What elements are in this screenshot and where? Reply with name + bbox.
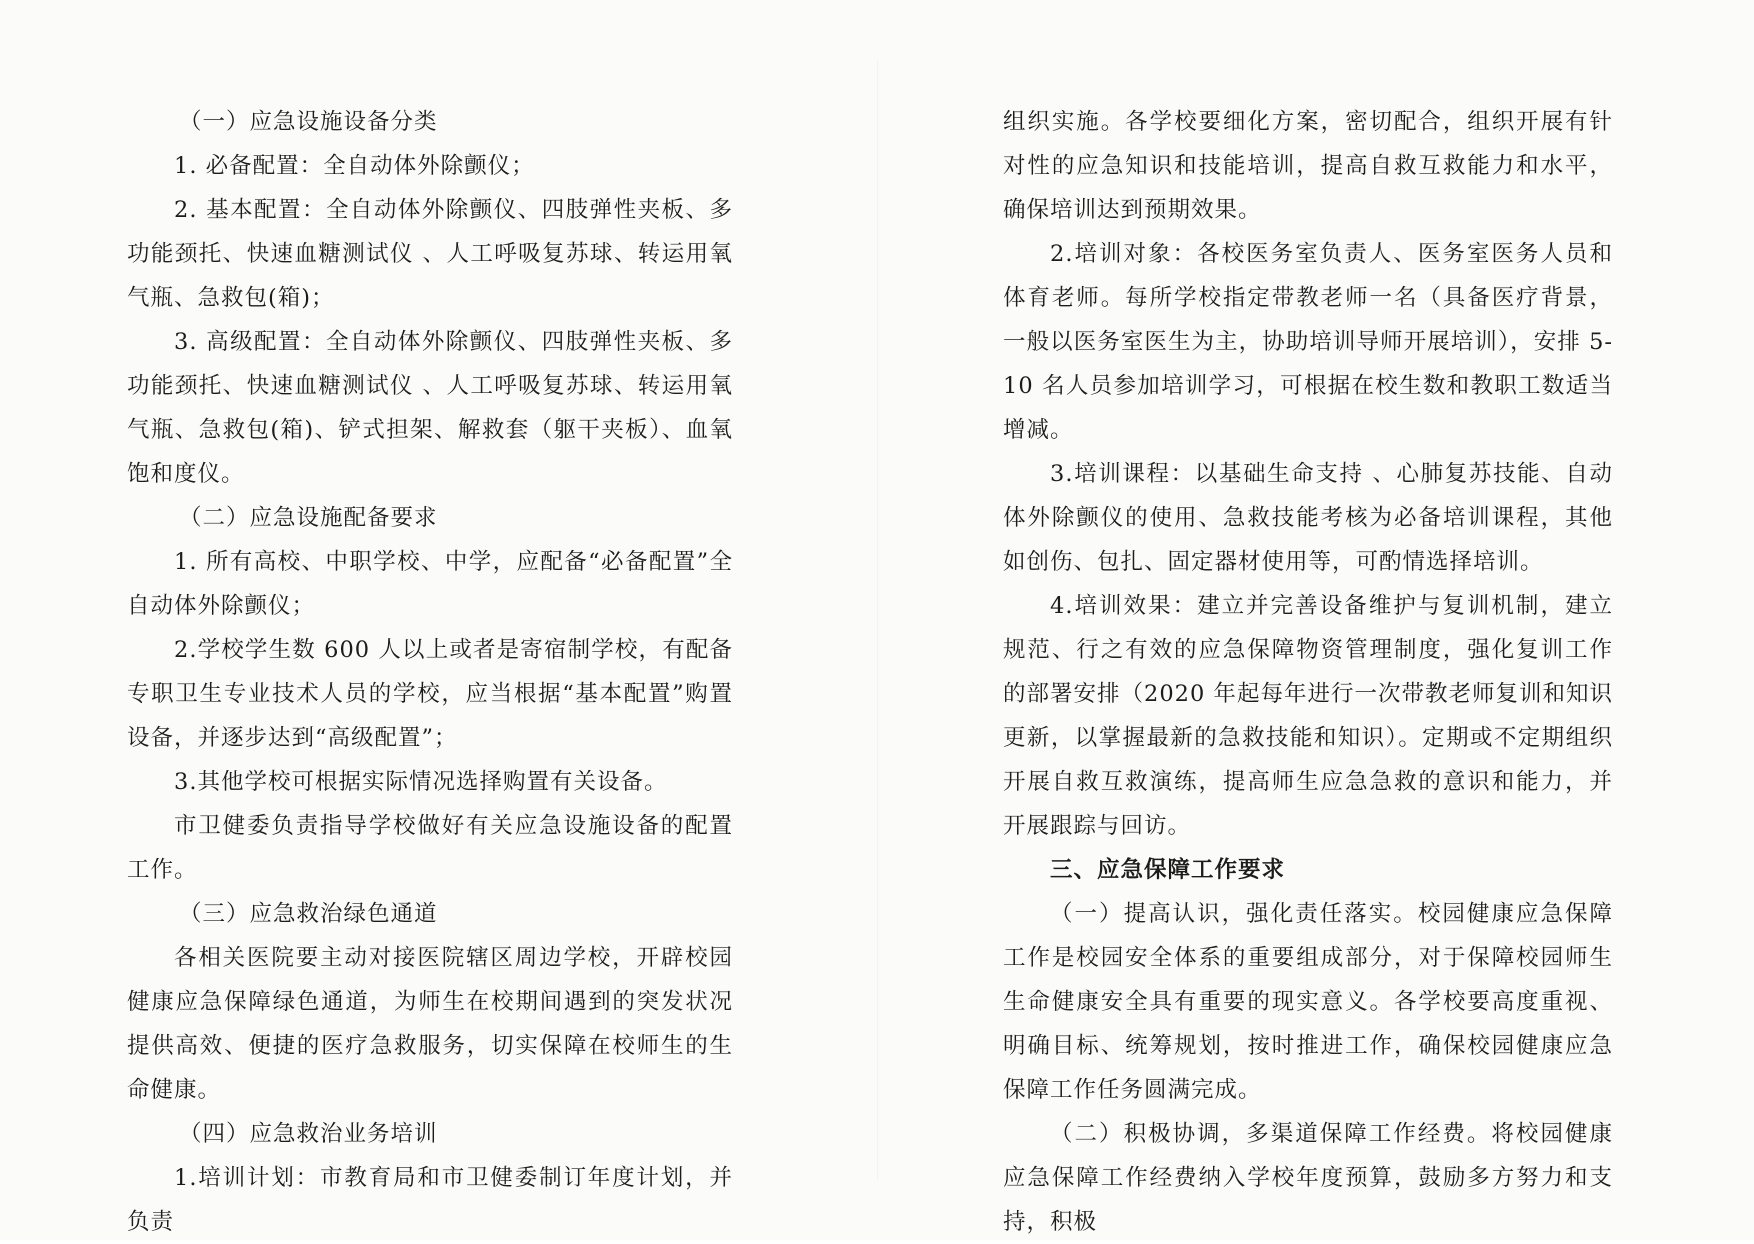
paragraph: 2.学校学生数 600 人以上或者是寄宿制学校，有配备专职卫生专业技术人员的学校，应当根据“基本配置”购置设备，并逐步达到“高级配置”； — [127, 637, 733, 751]
paragraph: （一）提高认识，强化责任落实。校园健康应急保障工作是校园安全体系的重要组成部分，对于保障校园师生生命健康安全具有重要的现实意义。各学校要高度重视、明确目标、统筹规划，按时推进工作，确保校园健康应急保障工作任务圆满完成。 — [1003, 901, 1613, 1103]
paragraph: 2.培训对象：各校医务室负责人、医务室医务人员和体育老师。每所学校指定带教老师一名（具备医疗背景，一般以医务室医生为主，协助培训导师开展培训），安排 5-10 名人员参加培训学习，可根据在校生数和教职工数适当增减。 — [1003, 241, 1613, 443]
section-heading-work-requirements: 三、应急保障工作要求 — [1050, 857, 1286, 883]
paragraph: 各相关医院要主动对接医院辖区周边学校，开辟校园健康应急保障绿色通道，为师生在校期间遇到的突发状况提供高效、便捷的医疗急救服务，切实保障在校师生的生命健康。 — [127, 945, 733, 1103]
section-heading-equipment-classification: （一）应急设施设备分类 — [179, 109, 438, 135]
paragraph: 市卫健委负责指导学校做好有关应急设施设备的配置工作。 — [127, 813, 733, 883]
paragraph: （二）积极协调，多渠道保障工作经费。将校园健康应急保障工作经费纳入学校年度预算，鼓励多方努力和支持，积极 — [1003, 1121, 1613, 1235]
left-page-column — [127, 100, 733, 1244]
paragraph: 2. 基本配置：全自动体外除颤仪、四肢弹性夹板、多功能颈托、快速血糖测试仪 、人工呼吸复苏球、转运用氧气瓶、急救包(箱)； — [127, 197, 733, 311]
section-heading-green-channel: （三）应急救治绿色通道 — [179, 901, 438, 927]
paragraph: 4.培训效果：建立并完善设备维护与复训机制，建立规范、行之有效的应急保障物资管理制度，强化复训工作的部署安排（2020 年起每年进行一次带教老师复训和知识更新，以掌握最新的急救技能和知识）。定期或不定期组织开展自救互救演练，提高师生应急急救的意识和能力，并开展跟踪与回访。 — [1003, 593, 1613, 839]
page-fold-divider — [877, 60, 878, 1180]
right-page-column — [1003, 100, 1613, 1244]
paragraph: 1. 所有高校、中职学校、中学，应配备“必备配置”全自动体外除颤仪； — [127, 549, 733, 619]
paragraph: 1. 必备配置：全自动体外除颤仪； — [174, 153, 535, 179]
paragraph: 3.培训课程：以基础生命支持 、心肺复苏技能、自动体外除颤仪的使用、急救技能考核为必备培训课程，其他如创伤、包扎、固定器材使用等，可酌情选择培训。 — [1003, 461, 1613, 575]
paragraph: 组织实施。各学校要细化方案，密切配合，组织开展有针对性的应急知识和技能培训，提高自救互救能力和水平，确保培训达到预期效果。 — [1003, 109, 1613, 223]
paragraph: 1.培训计划：市教育局和市卫健委制订年度计划，并负责 — [127, 1165, 733, 1235]
paragraph: 3.其他学校可根据实际情况选择购置有关设备。 — [174, 769, 668, 795]
section-heading-training: （四）应急救治业务培训 — [179, 1121, 438, 1147]
section-heading-equipment-requirements: （二）应急设施配备要求 — [179, 505, 438, 531]
paragraph: 3. 高级配置：全自动体外除颤仪、四肢弹性夹板、多功能颈托、快速血糖测试仪 、人工呼吸复苏球、转运用氧气瓶、急救包(箱)、铲式担架、解救套（躯干夹板）、血氧饱和度仪。 — [127, 329, 733, 487]
